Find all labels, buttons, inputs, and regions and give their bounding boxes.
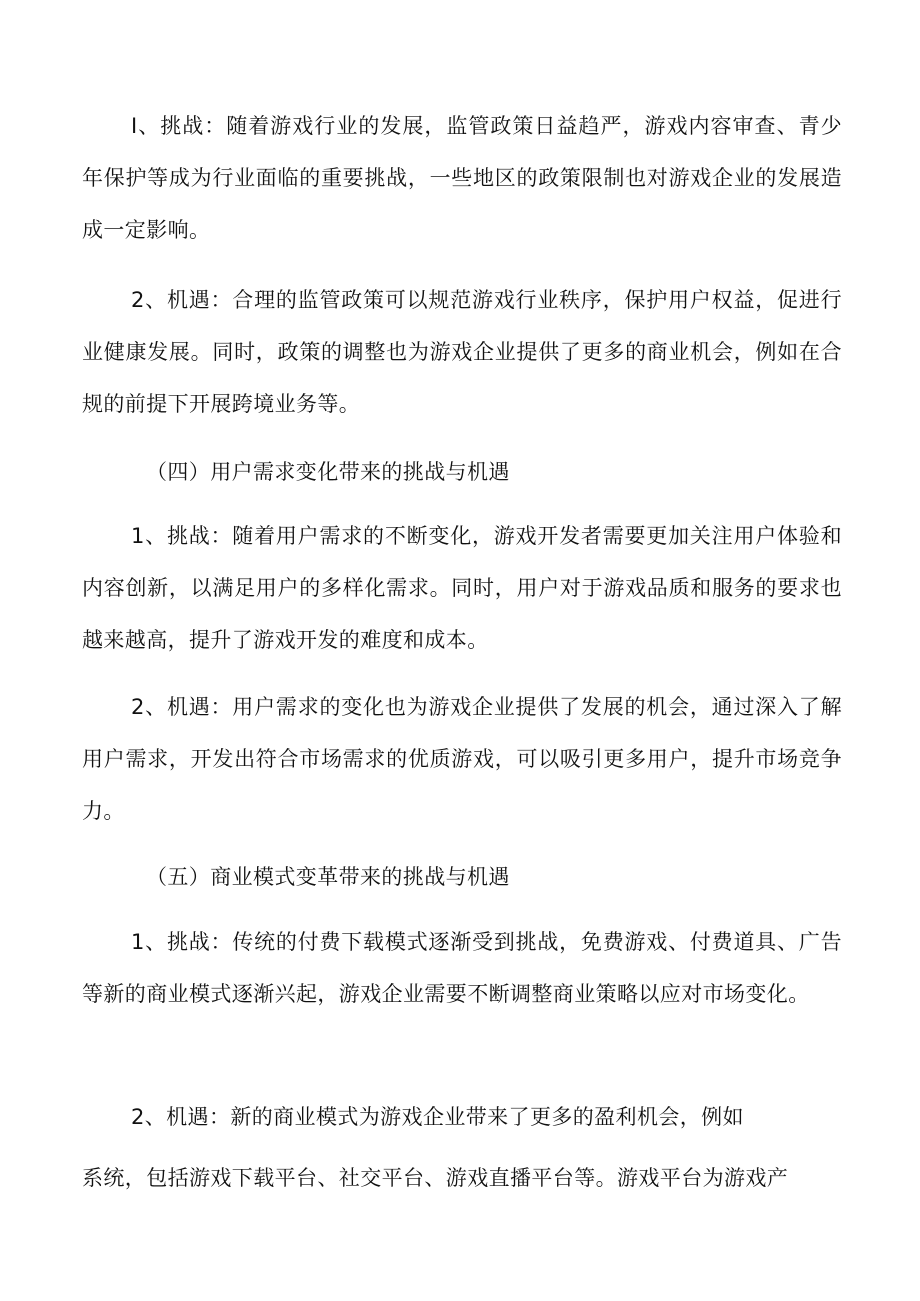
section-heading-user-demand: （四）用户需求变化带来的挑战与机遇 bbox=[146, 460, 510, 484]
paragraph-regulation-opportunity: 2、机遇：合理的监管政策可以规范游戏行业秩序，保护用户权益，促进行业健康发展。同时，政策的调整也为游戏企业提供了更多的商业机会，例如在合规的前提下开展跨境业务等。 bbox=[82, 288, 842, 416]
paragraph-business-model-challenge: 1、挑战：传统的付费下载模式逐渐受到挑战，免费游戏、付费道具、广告等新的商业模式逐渐兴起，游戏企业需要不断调整商业策略以应对市场变化。 bbox=[82, 930, 842, 1006]
paragraph-user-demand-challenge: 1、挑战：随着用户需求的不断变化，游戏开发者需要更加关注用户体验和内容创新，以满足用户的多样化需求。同时，用户对于游戏品质和服务的要求也越来越高，提升了游戏开发的难度和成本。 bbox=[82, 524, 842, 652]
paragraph-user-demand-opportunity: 2、机遇：用户需求的变化也为游戏企业提供了发展的机会，通过深入了解用户需求，开发出符合市场需求的优质游戏，可以吸引更多用户，提升市场竞争力。 bbox=[82, 695, 842, 823]
paragraph-business-model-opportunity: 2、机遇：新的商业模式为游戏企业带来了更多的盈利机会，例如 bbox=[131, 1105, 744, 1129]
section-heading-business-model: （五）商业模式变革带来的挑战与机遇 bbox=[146, 865, 510, 889]
paragraph-platform-fragment: 系统，包括游戏下载平台、社交平台、游戏直播平台等。游戏平台为游戏产 bbox=[82, 1166, 789, 1190]
paragraph-regulation-challenge: I、挑战：随着游戏行业的发展，监管政策日益趋严，游戏内容审查、青少年保护等成为行业面临的重要挑战，一些地区的政策限制也对游戏企业的发展造成一定影响。 bbox=[82, 114, 842, 242]
